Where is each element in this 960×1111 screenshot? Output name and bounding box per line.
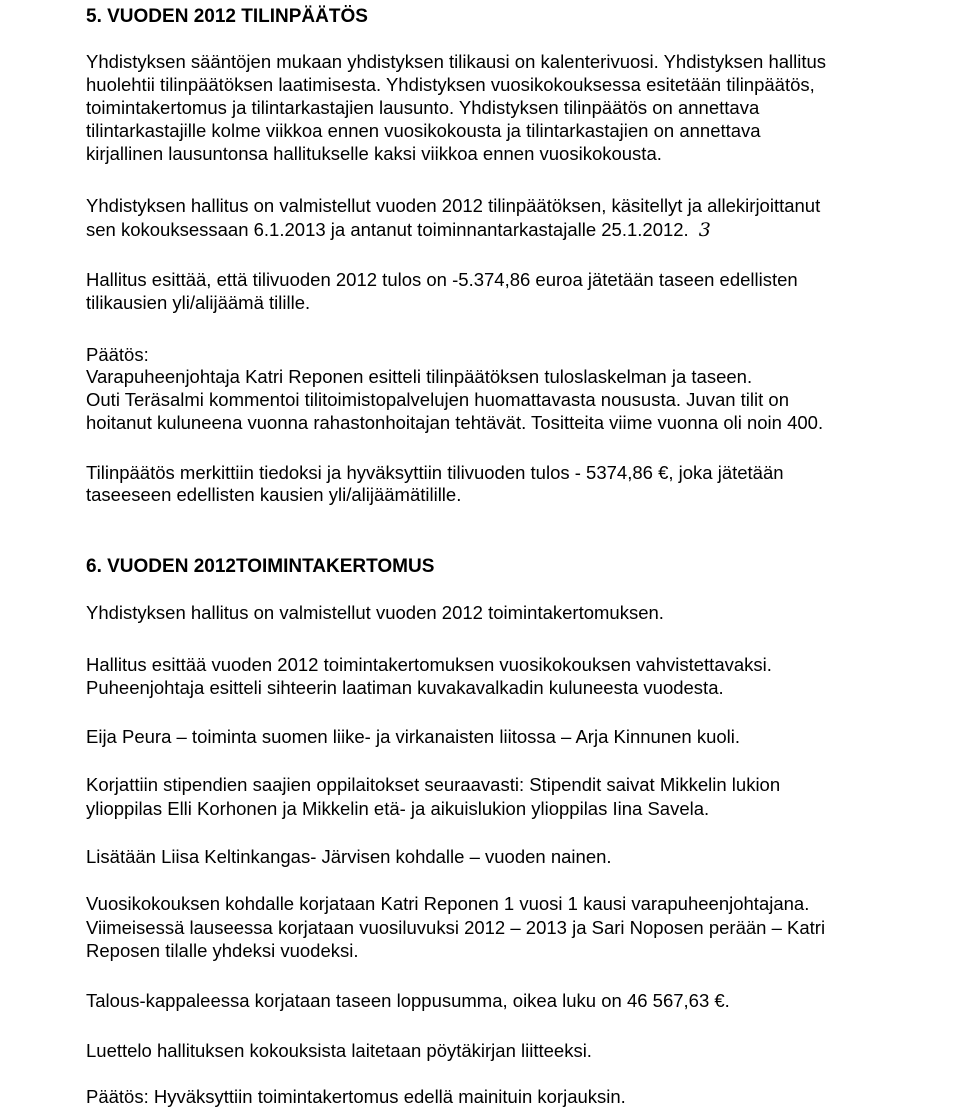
section-5-para3-line: Hallitus esittää, että tilivuoden 2012 tulos on -5.374,86 euroa jätetään taseen edellisten	[86, 269, 798, 290]
section-6-p2-line: Hallitus esittää vuoden 2012 toimintakertomuksen vuosikokouksen vahvistettavaksi.	[86, 654, 772, 675]
handwritten-correction: 3	[698, 219, 711, 241]
section-6-p4-line: Korjattiin stipendien saajien oppilaitokset seuraavasti: Stipendit saivat Mikkelin lukion	[86, 774, 781, 795]
section-5-para5-line: taseeseen edellisten kausien yli/alijäämätilille.	[86, 484, 462, 505]
section-6-heading: 6. VUODEN 2012TOIMINTAKERTOMUS	[86, 556, 435, 577]
section-5-para4-line: Varapuheenjohtaja Katri Reponen esitteli tilinpäätöksen tuloslaskelman ja taseen.	[86, 366, 753, 387]
section-5-para5-line: Tilinpäätös merkittiin tiedoksi ja hyväksyttiin tilivuoden tulos - 5374,86 €, joka jätetään	[86, 462, 784, 483]
section-6-p3: Eija Peura – toiminta suomen liike- ja virkanaisten liitossa – Arja Kinnunen kuoli.	[86, 726, 741, 747]
section-5-para2-line: Yhdistyksen hallitus on valmistellut vuoden 2012 tilinpäätöksen, käsitellyt ja allekirjoittanut	[86, 195, 821, 216]
section-6-p6-line: Vuosikokouksen kohdalle korjataan Katri Reponen 1 vuosi 1 kausi varapuheenjohtajana.	[86, 893, 810, 914]
document-page	[86, 0, 936, 1111]
section-5-para1-line: Yhdistyksen sääntöjen mukaan yhdistyksen tilikausi on kalenterivuosi. Yhdistyksen hallitus	[86, 51, 827, 72]
section-5-para1-line: tilintarkastajille kolme viikkoa ennen vuosikokousta ja tilintarkastajien on annettava	[86, 120, 761, 141]
section-6-p1: Yhdistyksen hallitus on valmistellut vuoden 2012 toimintakertomuksen.	[86, 602, 664, 623]
section-5-para1-line: toimintakertomus ja tilintarkastajien lausunto. Yhdistyksen tilinpäätös on annettava	[86, 97, 760, 118]
section-5-para4-line: Outi Teräsalmi kommentoi tilitoimistopalvelujen huomattavasta noususta. Juvan tilit on	[86, 389, 789, 410]
section-6-p6-line: Reposen tilalle yhdeksi vuodeksi.	[86, 940, 359, 961]
section-6-p2-line: Puheenjohtaja esitteli sihteerin laatiman kuvakavalkadin kuluneesta vuodesta.	[86, 677, 724, 698]
section-6-p7: Talous-kappaleessa korjataan taseen loppusumma, oikea luku on 46 567,63 €.	[86, 990, 730, 1011]
section-5-para1-line: huolehtii tilinpäätöksen laatimisesta. Yhdistyksen vuosikokouksessa esitetään tilinpäätös,	[86, 74, 815, 95]
section-6-p4-line: ylioppilas Elli Korhonen ja Mikkelin etä- ja aikuislukion ylioppilas Iina Savela.	[86, 798, 710, 819]
section-6-p8: Luettelo hallituksen kokouksista laitetaan pöytäkirjan liitteeksi.	[86, 1040, 592, 1061]
decision-label: Päätös:	[86, 344, 149, 365]
section-6-p9: Päätös: Hyväksyttiin toimintakertomus edellä mainituin korjauksin.	[86, 1086, 626, 1107]
section-5-para2-line	[86, 219, 711, 241]
section-6-p6-line: Viimeisessä lauseessa korjataan vuosiluvuksi 2012 – 2013 ja Sari Noposen perään – Katri	[86, 917, 826, 938]
section-5-para4-line: hoitanut kuluneena vuonna rahastonhoitajan tehtävät. Tositteita viime vuonna oli noin 400.	[86, 412, 824, 433]
section-5-para1-line: kirjallinen lausuntonsa hallitukselle kaksi viikkoa ennen vuosikokousta.	[86, 143, 662, 164]
section-5-para3-line: tilikausien yli/alijäämä tilille.	[86, 292, 311, 313]
section-6-p5: Lisätään Liisa Keltinkangas- Järvisen kohdalle – vuoden nainen.	[86, 846, 612, 867]
section-5-para2-text: sen kokouksessaan 6.1.2013 ja antanut toiminnantarkastajalle 25.1.2012.	[86, 219, 689, 240]
section-5-heading: 5. VUODEN 2012 TILINPÄÄTÖS	[86, 6, 368, 27]
